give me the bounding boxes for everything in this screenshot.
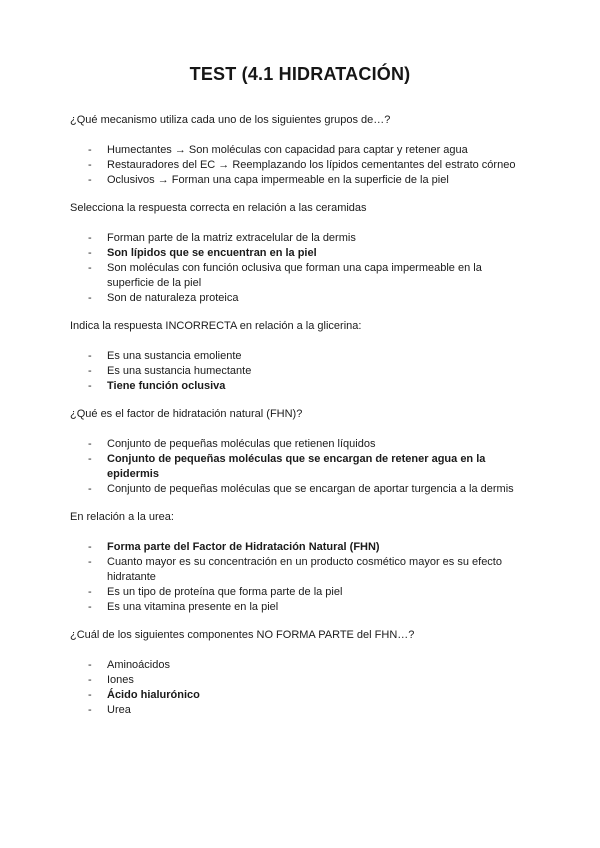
answer-option xyxy=(70,158,530,173)
answer-option xyxy=(70,673,530,688)
answer-option-text: Forman parte de la matriz extracelular de la dermis xyxy=(107,232,356,244)
answer-option xyxy=(70,555,530,585)
answer-option-text: Iones xyxy=(107,674,134,686)
answer-option xyxy=(70,379,530,394)
answer-option-text: Es una vitamina presente en la piel xyxy=(107,601,279,613)
bullet-dash: - xyxy=(88,380,92,392)
answer-option-text: Oclusivos → Forman una capa impermeable en la superficie de la piel xyxy=(107,174,449,186)
answer-option xyxy=(70,143,530,158)
bullet-dash: - xyxy=(88,704,92,716)
answer-option xyxy=(70,364,530,379)
question-block-3 xyxy=(70,319,530,394)
bullet-dash: - xyxy=(88,659,92,671)
answer-option xyxy=(70,261,530,291)
question-block-5 xyxy=(70,510,530,615)
answer-options xyxy=(70,658,530,718)
question-prompt: ¿Cuál de los siguientes componentes NO FORMA PARTE del FHN…? xyxy=(70,629,415,641)
question-prompt: ¿Qué mecanismo utiliza cada uno de los siguientes grupos de…? xyxy=(70,114,391,126)
answer-option-text: Conjunto de pequeñas moléculas que se encargan de aportar turgencia a la dermis xyxy=(107,483,514,495)
answer-option xyxy=(70,482,530,497)
answer-options xyxy=(70,540,530,615)
question-block-1 xyxy=(70,113,530,188)
answer-option xyxy=(70,658,530,673)
bullet-dash: - xyxy=(88,689,92,701)
bullet-dash: - xyxy=(88,174,92,186)
answer-option-text: Ácido hialurónico xyxy=(107,689,200,701)
answer-option-text: Conjunto de pequeñas moléculas que se encargan de retener agua en la epidermis xyxy=(107,453,486,480)
answer-option xyxy=(70,540,530,555)
answer-option-text: Son lípidos que se encuentran en la piel xyxy=(107,247,317,259)
answer-option-text: Es un tipo de proteína que forma parte de la piel xyxy=(107,586,343,598)
answer-option-text: Humectantes → Son moléculas con capacidad para captar y retener agua xyxy=(107,144,468,156)
question-prompt: Indica la respuesta INCORRECTA en relación a la glicerina: xyxy=(70,320,362,332)
bullet-dash: - xyxy=(88,586,92,598)
answer-option-text: Restauradores del EC → Reemplazando los lípidos cementantes del estrato córneo xyxy=(107,159,516,171)
question-block-2 xyxy=(70,201,530,306)
question-block-6 xyxy=(70,628,530,718)
answer-options xyxy=(70,143,530,188)
answer-option xyxy=(70,437,530,452)
answer-option xyxy=(70,349,530,364)
answer-option xyxy=(70,291,530,306)
answer-option-text: Urea xyxy=(107,704,131,716)
answer-option xyxy=(70,585,530,600)
question-block-4 xyxy=(70,407,530,497)
question-prompt: Selecciona la respuesta correcta en relación a las ceramidas xyxy=(70,202,367,214)
answer-option xyxy=(70,703,530,718)
answer-options xyxy=(70,437,530,497)
bullet-dash: - xyxy=(88,365,92,377)
bullet-dash: - xyxy=(88,262,92,274)
bullet-dash: - xyxy=(88,674,92,686)
answer-option-text: Cuanto mayor es su concentración en un producto cosmético mayor es su efecto hidratante xyxy=(107,556,502,583)
bullet-dash: - xyxy=(88,483,92,495)
bullet-dash: - xyxy=(88,350,92,362)
answer-options xyxy=(70,349,530,394)
answer-option xyxy=(70,231,530,246)
bullet-dash: - xyxy=(88,232,92,244)
bullet-dash: - xyxy=(88,247,92,259)
answer-option-text: Es una sustancia emoliente xyxy=(107,350,242,362)
answer-option-text: Forma parte del Factor de Hidratación Natural (FHN) xyxy=(107,541,380,553)
answer-option xyxy=(70,452,530,482)
answer-option-text: Es una sustancia humectante xyxy=(107,365,252,377)
answer-option-text: Conjunto de pequeñas moléculas que retienen líquidos xyxy=(107,438,376,450)
bullet-dash: - xyxy=(88,556,92,568)
bullet-dash: - xyxy=(88,453,92,465)
question-prompt: ¿Qué es el factor de hidratación natural (FHN)? xyxy=(70,408,303,420)
bullet-dash: - xyxy=(88,601,92,613)
bullet-dash: - xyxy=(88,144,92,156)
answer-option-text: Son moléculas con función oclusiva que forman una capa impermeable en la superficie de la piel xyxy=(107,262,482,289)
bullet-dash: - xyxy=(88,541,92,553)
bullet-dash: - xyxy=(88,438,92,450)
page-title: TEST (4.1 HIDRATACIÓN) xyxy=(189,64,411,84)
answer-option xyxy=(70,688,530,703)
answer-option xyxy=(70,246,530,261)
answer-option-text: Tiene función oclusiva xyxy=(107,380,226,392)
answer-option xyxy=(70,173,530,188)
answer-option-text: Son de naturaleza proteica xyxy=(107,292,239,304)
answer-option-text: Aminoácidos xyxy=(107,659,170,671)
question-prompt: En relación a la urea: xyxy=(70,511,174,523)
answer-option xyxy=(70,600,530,615)
bullet-dash: - xyxy=(88,159,92,171)
bullet-dash: - xyxy=(88,292,92,304)
answer-options xyxy=(70,231,530,306)
